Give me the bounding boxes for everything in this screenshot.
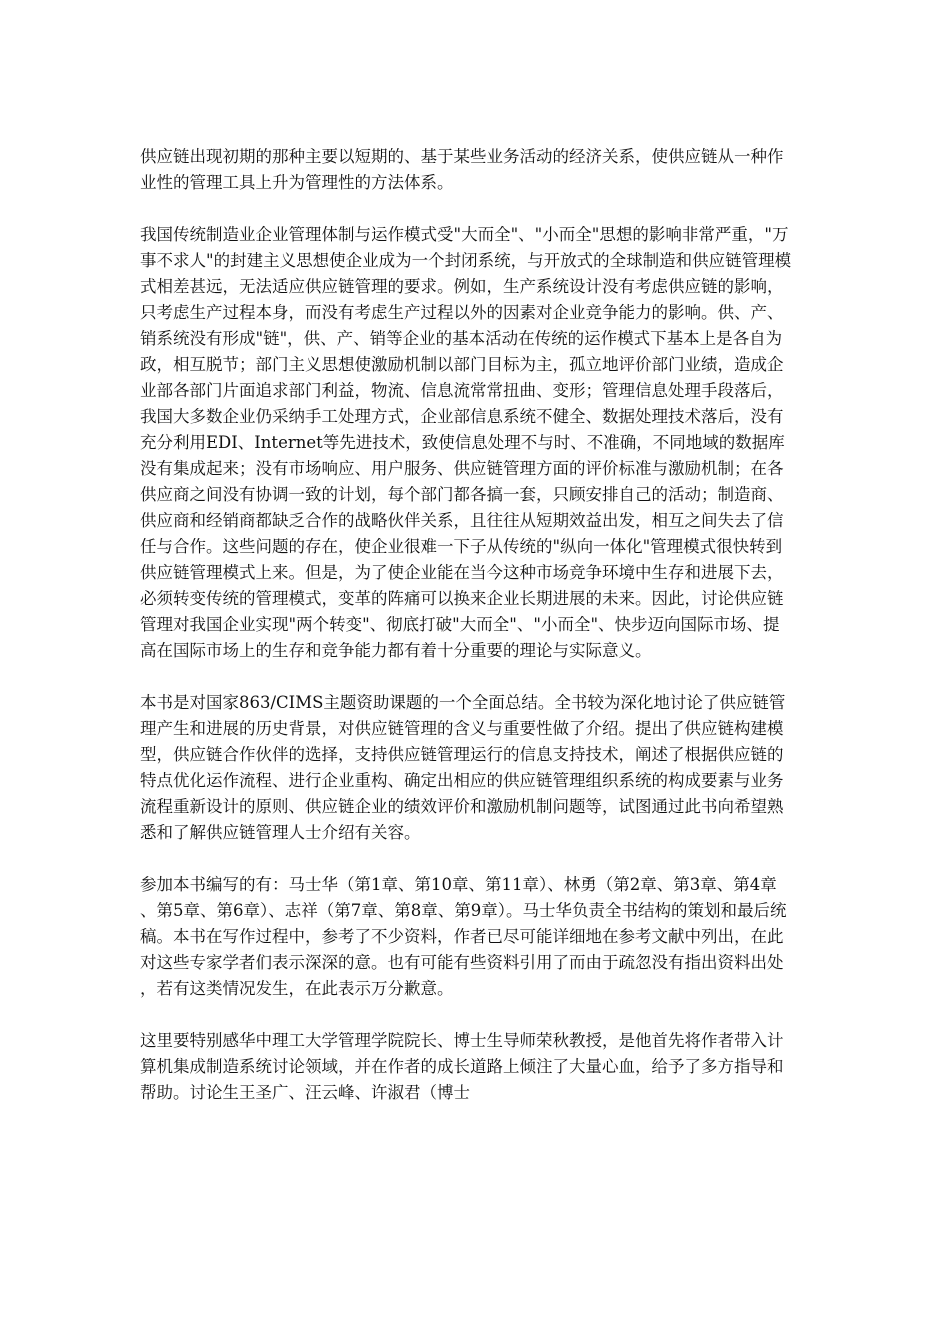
paragraph-book-summary: 本书是对国家863/CIMS主题资助课题的一个全面总结。全书较为深化地讨论了供应链管理产生和进展的历史背景，对供应链管理的含义与重要性做了介绍。提出了供应链构建模型，供应链合作伙伴的选择，支持供应链管理运行的信息支持技术，阐述了根据供应链的特点优化运作流程、进行企业重构、确定出相应的供应链管理组织系统的构成要素与业务流程重新设计的原则、供应链企业的绩效评价和激励机制问题等，试图通过此书向希望熟悉和了解供应链管理人士介绍有关容。 [140, 693, 786, 842]
paragraph-acknowledgements: 这里要特别感华中理工大学管理学院院长、博士生导师荣秋教授，是他首先将作者带入计算机集成制造系统讨论领域，并在作者的成长道路上倾注了大量心血，给予了多方指导和帮助。讨论生王圣广、汪云峰、许淑君（博士 [140, 1031, 784, 1102]
paragraph-supply-chain-evolution: 供应链出现初期的那种主要以短期的、基于某些业务活动的经济关系，使供应链从一种作业性的管理工具上升为管理性的方法体系。 [140, 147, 784, 192]
document-body [140, 144, 792, 1132]
paragraph-authors: 参加本书编写的有：马士华（第1章、第10章、第11章）、林勇（第2章、第3章、第4章、第5章、第6章）、志祥（第7章、第8章、第9章）。马士华负责全书结构的策划和最后统稿。本书在写作过程中，参考了不少资料，作者已尽可能详细地在参考文献中列出，在此对这些专家学者们表示深深的意。也有可能有些资料引用了而由于疏忽没有指出资料出处，若有这类情况发生，在此表示万分歉意。 [140, 875, 787, 998]
paragraph-domestic-manufacturing-problems: 我国传统制造业企业管理体制与运作模式受"大而全"、"小而全"思想的影响非常严重，"万事不求人"的封建主义思想使企业成为一个封闭系统，与开放式的全球制造和供应链管理模式相差甚远，无法适应供应链管理的要求。例如，生产系统设计没有考虑供应链的影响，只考虑生产过程本身，而没有考虑生产过程以外的因素对企业竞争能力的影响。供、产、销系统没有形成"链"，供、产、销等企业的基本活动在传统的运作模式下基本上是各自为政，相互脱节；部门主义思想使激励机制以部门目标为主，孤立地评价部门业绩，造成企业部各部门片面追求部门利益，物流、信息流常常扭曲、变形；管理信息处理手段落后，我国大多数企业仍采纳手工处理方式，企业部信息系统不健全、数据处理技术落后，没有充分利用EDI、Internet等先进技术，致使信息处理不与时、不准确，不同地域的数据库没有集成起来；没有市场响应、用户服务、供应链管理方面的评价标准与激励机制；在各供应商之间没有协调一致的计划，每个部门都各搞一套，只顾安排自己的活动；制造商、供应商和经销商都缺乏合作的战略伙伴关系，且往往从短期效益出发，相互之间失去了信任与合作。这些问题的存在，使企业很难一下子从传统的"纵向一体化"管理模式很快转到供应链管理模式上来。但是，为了使企业能在当今这种市场竞争环境中生存和进展下去，必须转变传统的管理模式，变革的阵痛可以换来企业长期进展的未来。因此，讨论供应链管理对我国企业实现"两个转变"、彻底打破"大而全"、"小而全"、快步迈向国际市场、提高在国际市场上的生存和竞争能力都有着十分重要的理论与实际意义。 [140, 225, 792, 660]
